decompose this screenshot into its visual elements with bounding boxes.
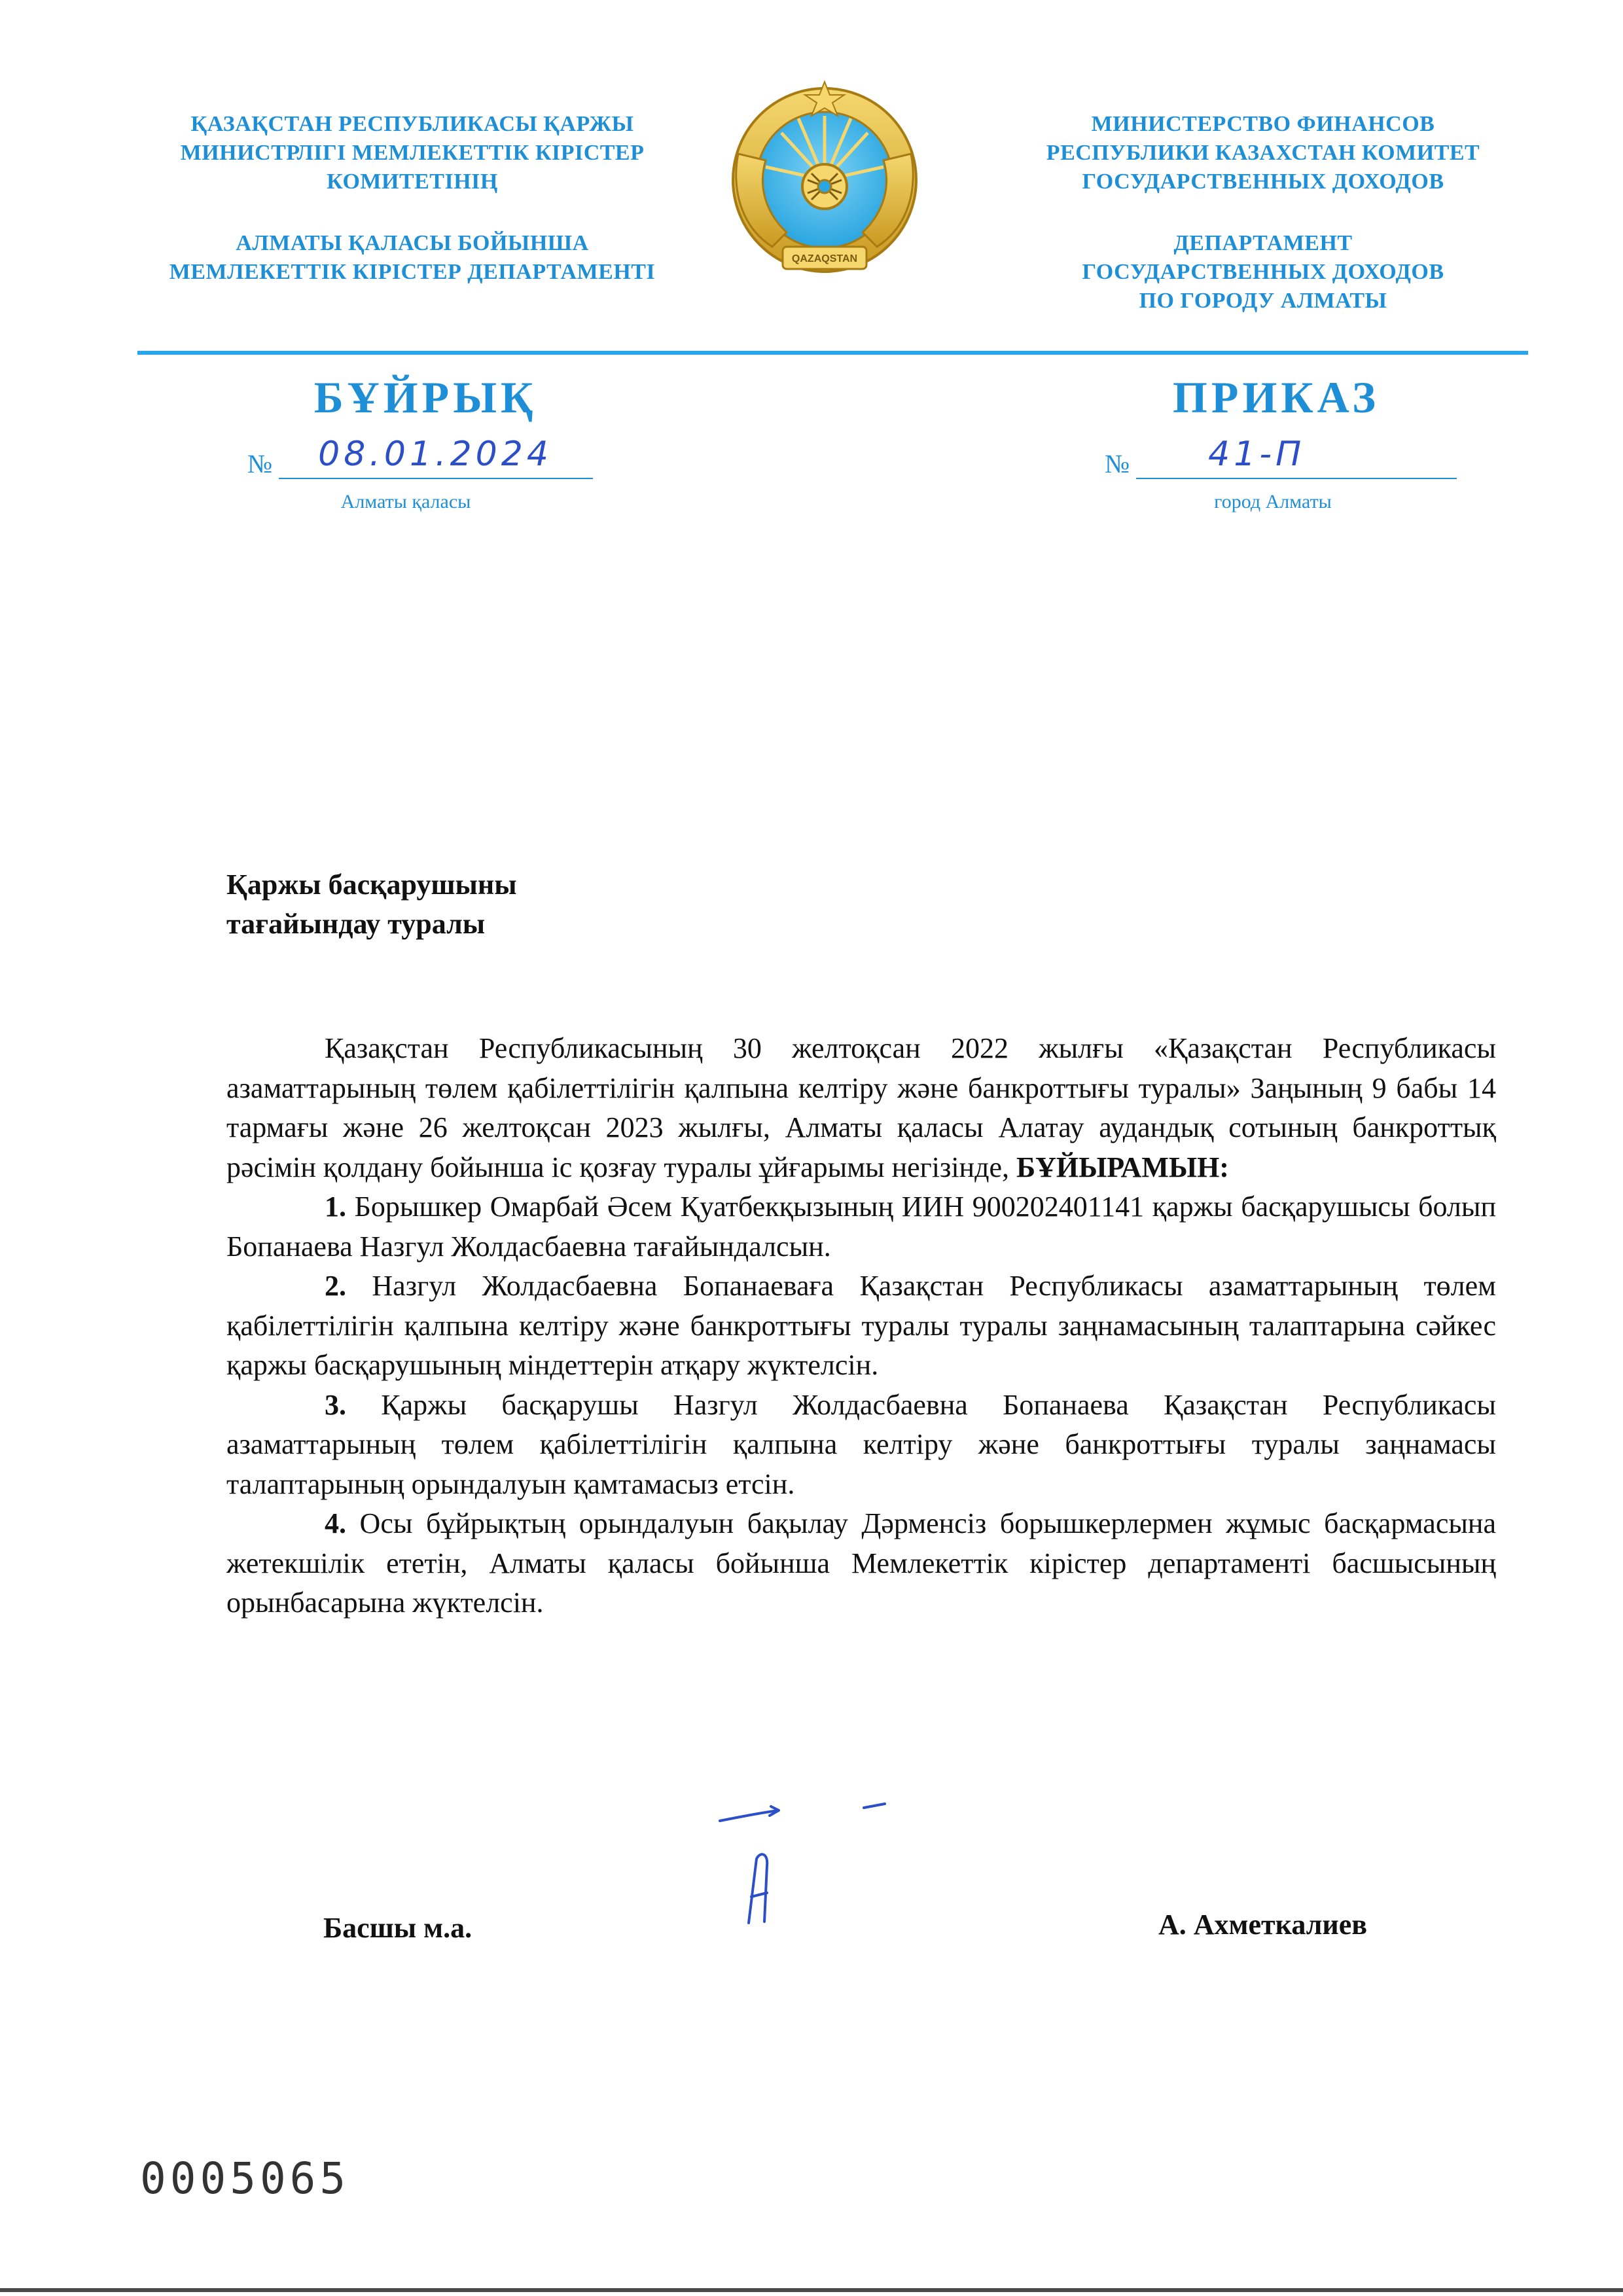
dept-line: АЛМАТЫ ҚАЛАСЫ БОЙЫНША — [236, 231, 589, 255]
dept-line: ПО ГОРОДУ АЛМАТЫ — [1139, 289, 1387, 313]
subject-line: тағайындау туралы — [226, 908, 486, 940]
order-number-field — [1136, 435, 1457, 479]
city-ru: город Алматы — [1214, 491, 1332, 512]
order-number-handwritten: 41-П — [1208, 435, 1306, 474]
org-line: ГОСУДАРСТВЕННЫХ ДОХОДОВ — [1082, 170, 1444, 194]
order-item — [226, 1504, 1496, 1623]
dept-line: МЕМЛЕКЕТТІК КІРІСТЕР ДЕПАРТАМЕНТІ — [169, 260, 656, 284]
subject-line: Қаржы басқарушыны — [226, 869, 517, 901]
signatory-name: А. Ахметкалиев — [1158, 1909, 1368, 1941]
handwritten-signature-icon — [713, 1793, 910, 1937]
org-line: МИНИСТЕРСТВО ФИНАНСОВ — [1091, 112, 1435, 136]
order-subject — [226, 865, 517, 944]
order-item — [226, 1187, 1496, 1266]
item-text: Осы бұйрықтың орындалуын бақылау Дәрменсіз борышкерлермен жұмыс басқармасына жетекшілік ететін, Алматы қаласы бойынша Мемлекеттік кірістер департаменті басшысының орынбасарына жүктелсін. — [226, 1507, 1496, 1619]
number-sign: № — [1105, 449, 1130, 478]
item-text: Борышкер Омарбай Әсем Қуатбекқызының ИИН 900202401141 қаржы басқарушысы болып Бопанаева Назгул Жолдасбаевна тағайындалсын. — [226, 1191, 1496, 1263]
signatory-position: Басшы м.а. — [323, 1912, 473, 1944]
org-line: МИНИСТРЛІГІ МЕМЛЕКЕТТІК КІРІСТЕР — [180, 141, 645, 165]
order-body — [226, 1029, 1496, 1623]
order-number-line — [1105, 435, 1457, 479]
svg-text:QAZAQSTAN: QAZAQSTAN — [791, 253, 858, 264]
org-line: КОМИТЕТІНІҢ — [327, 170, 498, 194]
order-item — [226, 1266, 1496, 1386]
page-bottom-edge — [0, 2288, 1623, 2292]
order-date-field — [279, 435, 593, 479]
preamble-text: Қазақстан Республикасының 30 желтоқсан 2022 жылғы «Қазақстан Республикасы азаматтарының төлем қабілеттілігін қалпына келтіру және банкроттығы туралы» Заңының 9 бабы 14 тармағы және 26 желтоқсан 2023 жылғы, Алматы қаласы Алатау аудандық сотының банкроттық рәсімін қолдану бойынша іс қозғау туралы ұйғарымы негізінде, — [226, 1032, 1496, 1183]
header-right-ru — [969, 110, 1558, 315]
header-divider — [137, 351, 1528, 355]
preamble-paragraph — [226, 1029, 1496, 1187]
order-title-ru: ПРИКАЗ — [1173, 372, 1380, 422]
decree-word: БҰЙЫРАМЫН: — [1016, 1151, 1229, 1183]
order-date-line — [247, 435, 593, 479]
item-number: 1. — [325, 1191, 346, 1223]
order-item — [226, 1386, 1496, 1505]
item-number: 4. — [325, 1507, 346, 1539]
item-text: Назгул Жолдасбаевна Бопанаеваға Қазақстан Республикасы азаматтарының төлем қабілеттілігін қалпына келтіру және банкроттығы туралы туралы заңнамасының талаптарына сәйкес қаржы басқарушының міндеттерін атқару жүктелсін. — [226, 1270, 1497, 1381]
org-line: РЕСПУБЛИКИ КАЗАХСТАН КОМИТЕТ — [1046, 141, 1480, 165]
dept-line: ГОСУДАРСТВЕННЫХ ДОХОДОВ — [1082, 260, 1444, 284]
city-kz: Алматы қаласы — [340, 491, 471, 512]
serial-number: 0005065 — [140, 2153, 350, 2204]
org-line: ҚАЗАҚСТАН РЕСПУБЛИКАСЫ ҚАРЖЫ — [190, 112, 634, 136]
header-left-kz — [118, 110, 707, 287]
dept-line: ДЕПАРТАМЕНТ — [1173, 231, 1353, 255]
item-number: 2. — [325, 1270, 346, 1302]
item-text: Қаржы басқарушы Назгул Жолдасбаевна Бопанаева Қазақстан Республикасы азаматтарының төлем қабілеттілігін қалпына келтіру және банкроттығы туралы заңнамасы талаптарының орындалуын қамтамасыз етсін. — [226, 1388, 1496, 1500]
order-title-kz: БҰЙРЫҚ — [313, 372, 537, 422]
number-sign: № — [247, 449, 273, 478]
item-number: 3. — [325, 1388, 346, 1421]
order-date-handwritten: 08.01.2024 — [318, 435, 552, 474]
state-emblem-icon — [726, 75, 923, 298]
